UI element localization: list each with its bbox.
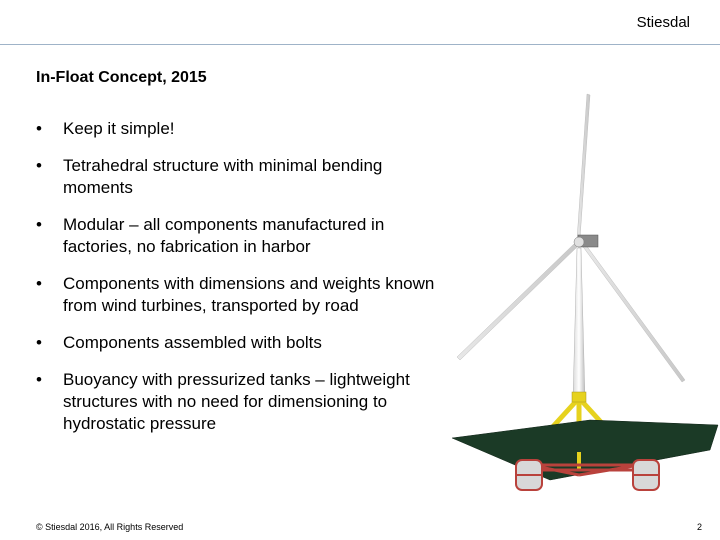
blade-up [577,94,590,240]
tower-shape [573,248,585,400]
bullet-text: Components with dimensions and weights known from wind turbines, transported by road [63,274,435,315]
bullet-item [36,155,456,199]
float-tank-left [516,460,542,490]
transition-piece [572,392,586,402]
bullet-item [36,332,456,354]
slide-title: In-Float Concept, 2015 [36,69,207,86]
blade-left [457,243,577,360]
bullet-dot: • [36,119,42,138]
bullet-item [36,214,456,258]
header-divider [0,44,720,45]
brand-logo-text: Stiesdal [636,14,690,31]
bullet-item [36,369,456,435]
bullet-dot: • [36,274,42,293]
float-tank-right [633,460,659,490]
bullet-dot: • [36,156,42,175]
bullet-dot: • [36,215,42,234]
bullet-text: Components assembled with bolts [63,333,322,352]
blade-right [581,241,685,382]
bullet-text: Modular – all components manufactured in factories, no fabrication in harbor [63,215,385,256]
floating-wind-turbine-illustration [440,80,720,500]
footer-copyright: © Stiesdal 2016, All Rights Reserved [36,522,184,532]
bullet-dot: • [36,370,42,389]
bullet-text: Tetrahedral structure with minimal bending moments [63,156,383,197]
bullet-text: Keep it simple! [63,119,175,138]
bullet-item [36,118,456,140]
bullet-text: Buoyancy with pressurized tanks – lightweight structures with no need for dimensioning to hydrostatic pressure [63,370,410,433]
bullet-list [36,118,456,450]
page-number: 2 [696,522,702,532]
hub-shape [574,237,584,247]
bullet-dot: • [36,333,42,352]
bullet-item [36,273,456,317]
